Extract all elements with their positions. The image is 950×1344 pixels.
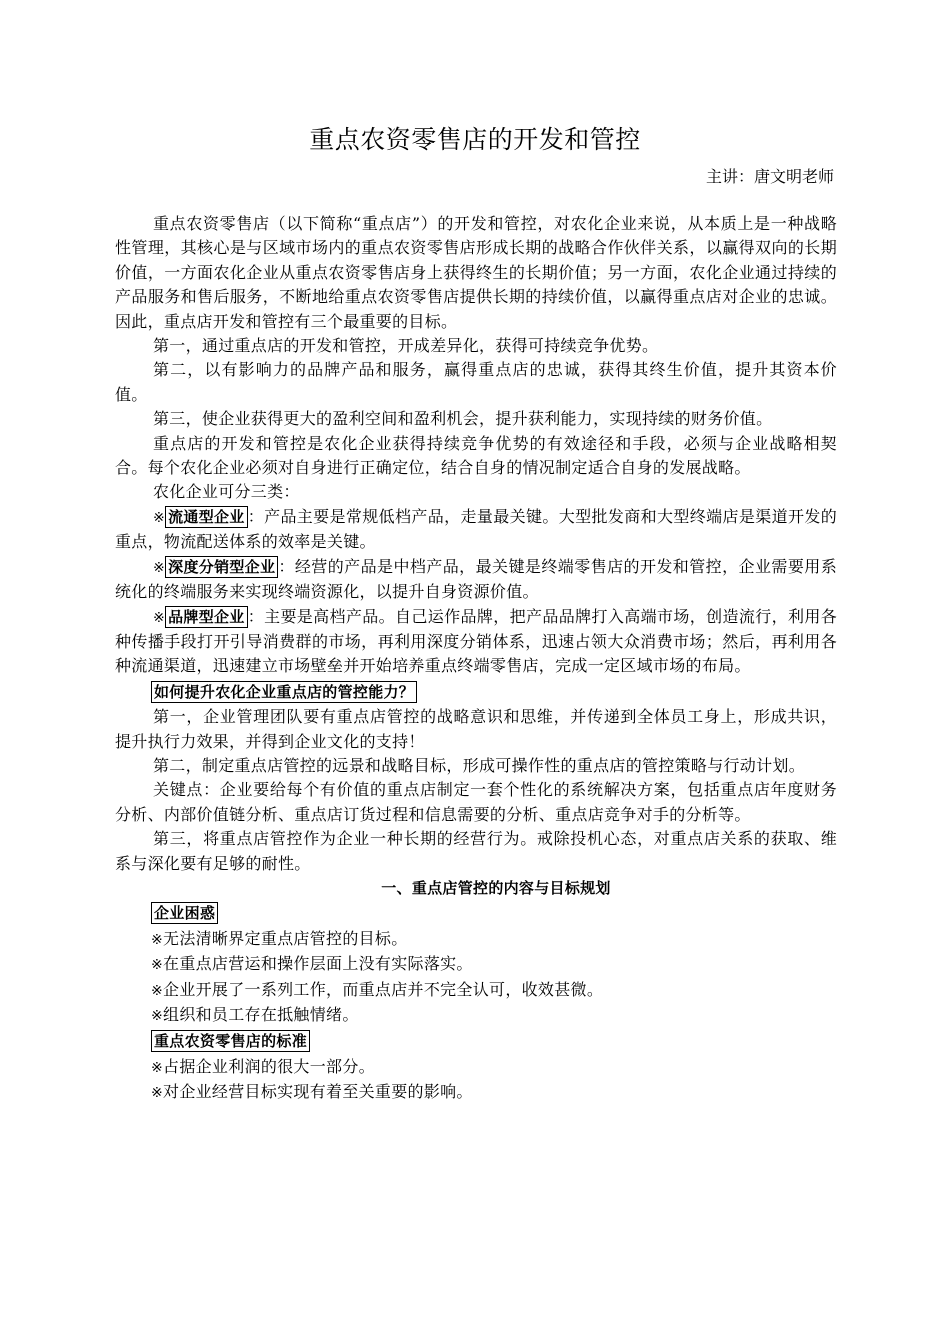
question-heading-line <box>115 680 837 704</box>
step-3: 第三，将重点店管控作为企业一种长期的经营行为。戒除投机心态，对重点店关系的获取、维系与深化要有足够的耐性。 <box>115 829 837 873</box>
reference-mark-icon: ※ <box>153 559 166 576</box>
reference-mark-icon: ※ <box>153 609 166 626</box>
list-item <box>115 1003 837 1028</box>
step-2: 第二，制定重点店管控的远景和战略目标，形成可操作性的重点店的管控策略与行动计划。 <box>153 755 806 775</box>
goal-2: 第二，以有影响力的品牌产品和服务，赢得重点店的忠诚，获得其终生价值，提升其资本价值。 <box>115 360 837 404</box>
key-point: 关键点：企业要给每个有价值的重点店制定一套个性化的系统解决方案，包括重点店年度财务分析、内部价值链分析、重点店订货过程和信息需要的分析、重点店竞争对手的分析等。 <box>115 780 837 824</box>
list-item-text: 在重点店营运和操作层面上没有实际落实。 <box>163 954 473 974</box>
type-name: 深度分销型企业 <box>165 556 278 578</box>
type-description: ：经营的产品是中档产品，最关键是终端零售店的开发和管控，企业需要用系统化的终端服务来实现终端资源化，以提升自身资源价值。 <box>115 556 838 602</box>
list-item-text: 占据企业利润的很大一部分。 <box>163 1056 375 1076</box>
confusion-heading: 企业困惑 <box>151 902 218 924</box>
type-description: ：产品主要是常规低档产品，走量最关键。大型批发商和大型终端店是渠道开发的重点，物流配送体系的效率是关键。 <box>115 506 837 552</box>
list-item-text: 对企业经营目标实现有着至关重要的影响。 <box>163 1082 473 1102</box>
goal-3: 第三，使企业获得更大的盈利空间和盈利机会，提升获利能力，实现持续的财务价值。 <box>153 409 773 429</box>
confusion-heading-line <box>115 901 837 925</box>
list-item-text: 无法清晰界定重点店管控的目标。 <box>163 928 408 948</box>
goal-1: 第一，通过重点店的开发和管控，开成差异化，获得可持续竞争优势。 <box>153 336 659 356</box>
document-body <box>115 212 837 1106</box>
list-item-text: 组织和员工存在抵触情绪。 <box>163 1005 359 1024</box>
enterprise-type-distribution <box>115 555 837 605</box>
reference-mark-icon: ※ <box>151 1059 164 1076</box>
types-intro: 农化企业可分三类： <box>153 482 300 502</box>
document-title: 重点农资零售店的开发和管控 <box>309 125 641 154</box>
reference-mark-icon: ※ <box>151 1085 164 1102</box>
step-1: 第一，企业管理团队要有重点店管控的战略意识和思维，并传递到全体员工身上，形成共识，提升执行力效果，并得到企业文化的支持！ <box>115 707 837 751</box>
enterprise-type-brand <box>115 605 837 679</box>
list-item <box>115 1080 837 1105</box>
reference-mark-icon: ※ <box>151 982 164 999</box>
type-name: 品牌型企业 <box>165 606 248 628</box>
list-item <box>115 927 837 952</box>
reference-mark-icon: ※ <box>151 931 164 948</box>
standard-heading: 重点农资零售店的标准 <box>151 1030 310 1052</box>
section-heading: 一、重点店管控的内容与目标规划 <box>381 878 611 897</box>
intro-paragraph: 重点农资零售店（以下简称“重点店”）的开发和管控，对农化企业来说，从本质上是一种战略性管理，其核心是与区域市场内的重点农资零售店形成长期的战略合作伙伴关系，以赢得双向的长期价值，一方面农化企业从重点农资零售店身上获得终生的长期价值；另一方面，农化企业通过持续的产品服务和售后服务，不断地给重点农资零售店提供长期的持续价值，以赢得重点店对企业的忠诚。因此，重点店开发和管控有三个最重要的目标。 <box>115 214 837 331</box>
standard-heading-line <box>115 1029 837 1053</box>
list-item <box>115 978 837 1003</box>
reference-mark-icon: ※ <box>153 509 166 526</box>
reference-mark-icon: ※ <box>151 1008 164 1024</box>
list-item-text: 企业开展了一系列工作，而重点店并不完全认可，收效甚微。 <box>163 979 604 999</box>
strategy-paragraph: 重点店的开发和管控是农化企业获得持续竞争优势的有效途径和手段，必须与企业战略相契合。每个农化企业必须对自身进行正确定位，结合自身的情况制定适合自身的发展战略。 <box>115 433 837 478</box>
list-item <box>115 1055 837 1080</box>
reference-mark-icon: ※ <box>151 957 164 974</box>
question-heading: 如何提升农化企业重点店的管控能力？ <box>151 681 417 703</box>
author-line: 主讲：唐文明老师 <box>705 167 834 186</box>
type-name: 流通型企业 <box>165 506 248 528</box>
enterprise-type-circulation <box>115 505 837 555</box>
list-item <box>115 952 837 977</box>
type-description: ：主要是高档产品。自己运作品牌，把产品品牌打入高端市场，创造流行，利用各种传播手段打开引导消费群的市场，再利用深度分销体系，迅速占领大众消费市场；然后，再利用各种流通渠道，迅速建立市场壁垒并开始培养重点终端零售店，完成一定区域市场的布局。 <box>115 606 837 676</box>
